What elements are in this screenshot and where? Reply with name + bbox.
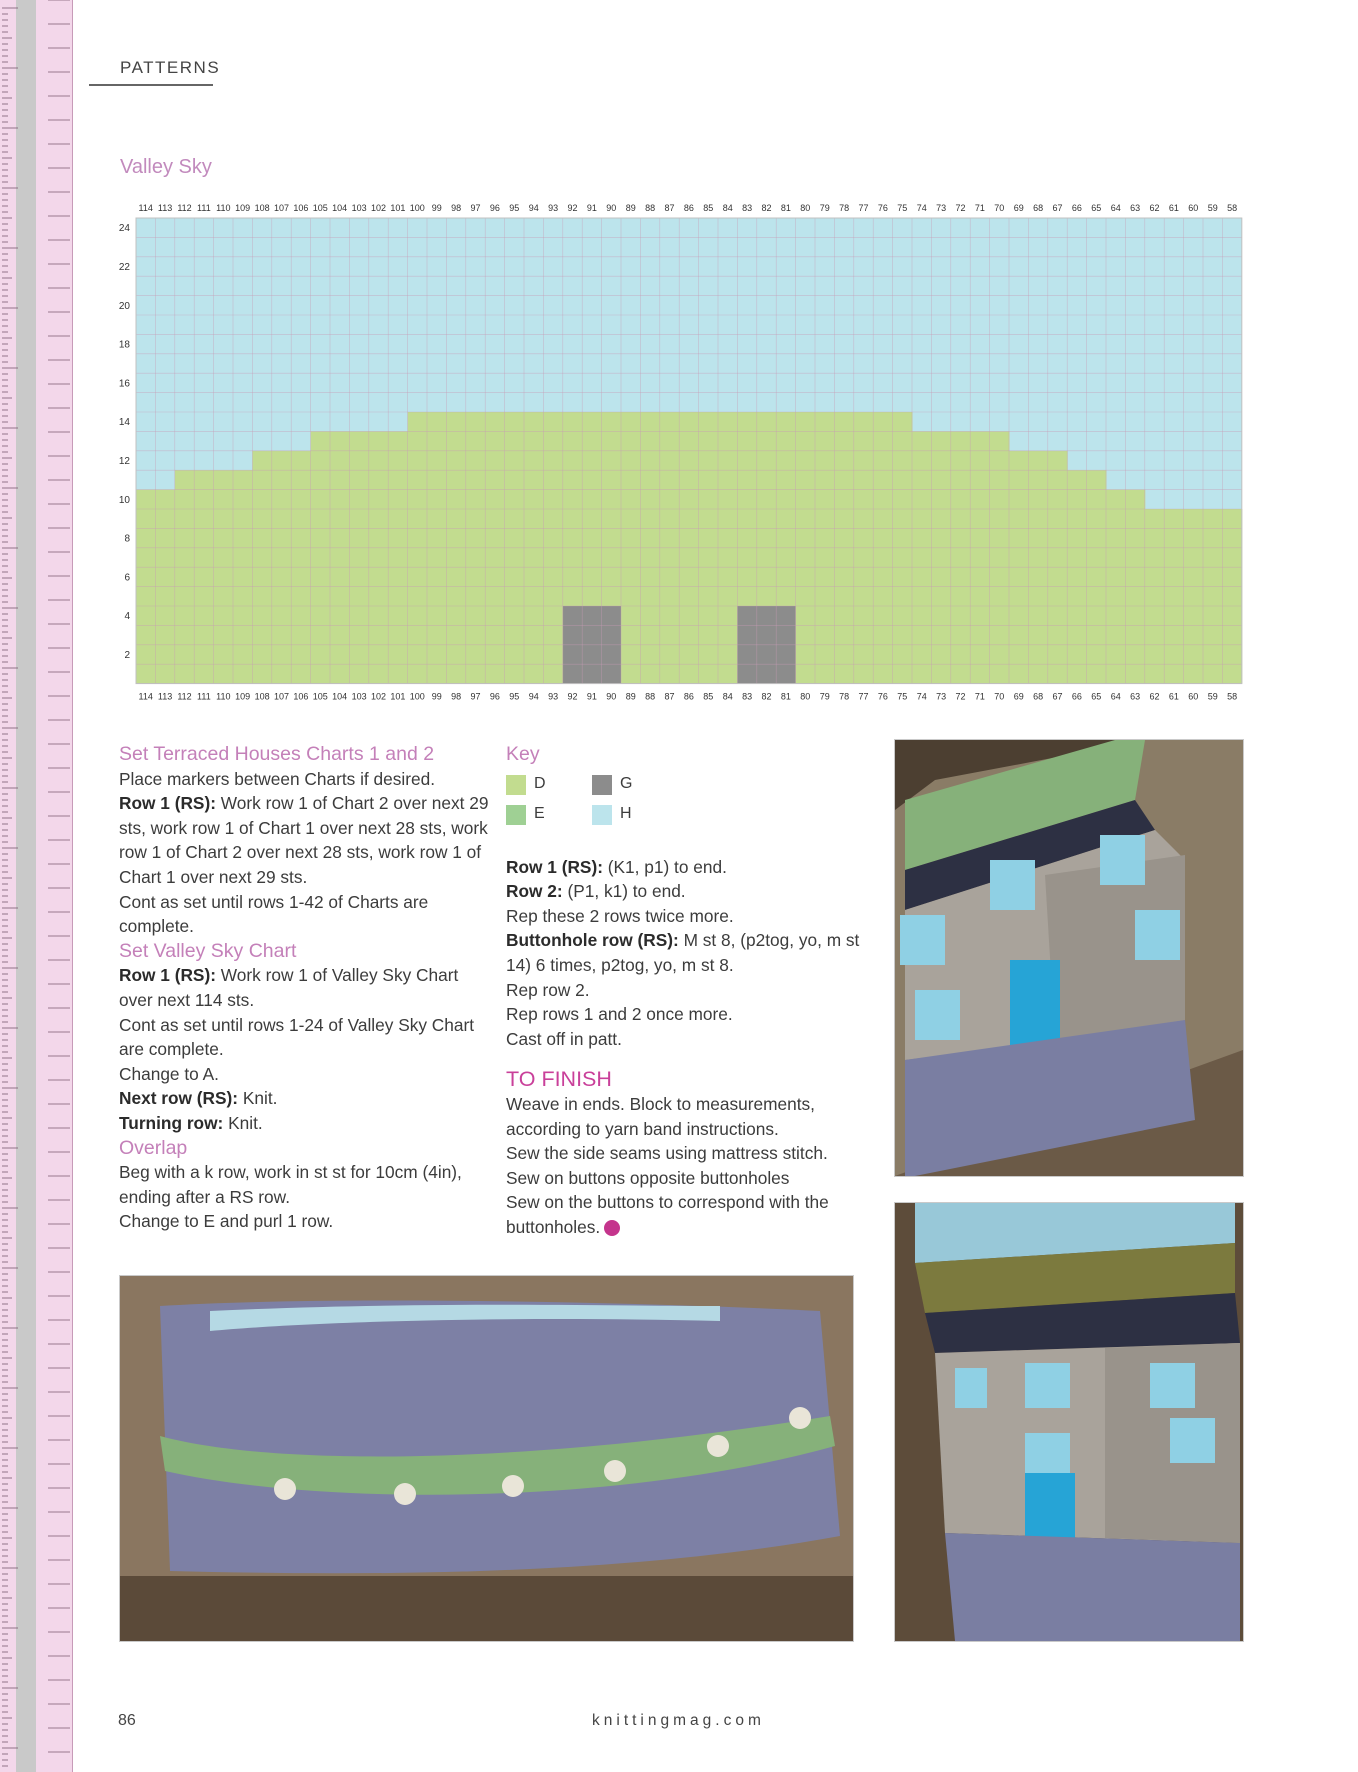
chart-column-label: 67 bbox=[1052, 203, 1063, 213]
valley-sky-chart bbox=[110, 196, 1250, 706]
chart-green-column bbox=[194, 470, 214, 683]
chart-row-label: 2 bbox=[124, 650, 130, 661]
chart-column-label: 84 bbox=[722, 691, 733, 702]
chart-column-label: 58 bbox=[1227, 203, 1238, 213]
chart-column-label: 90 bbox=[606, 203, 617, 213]
photo-cushion-angle bbox=[894, 1202, 1244, 1642]
chart-column-label: 96 bbox=[489, 203, 500, 213]
chart-column-label: 67 bbox=[1052, 691, 1063, 702]
chart-green-column bbox=[1203, 509, 1223, 684]
chart-column-label: 84 bbox=[722, 203, 733, 213]
chart-column-label: 72 bbox=[955, 691, 966, 702]
chart-column-label: 90 bbox=[606, 691, 617, 702]
para-rib-row1 bbox=[506, 855, 866, 880]
chart-column-label: 83 bbox=[742, 203, 753, 213]
chart-column-label: 92 bbox=[567, 691, 578, 702]
chart-column-label: 93 bbox=[548, 203, 559, 213]
key-label: G bbox=[620, 775, 633, 793]
chart-column-label: 108 bbox=[254, 203, 270, 213]
chart-green-column bbox=[330, 431, 350, 683]
chart-row-label: 6 bbox=[124, 572, 130, 584]
para-row1 bbox=[119, 791, 489, 889]
chart-row-label: 16 bbox=[118, 378, 130, 390]
chart-column-label: 87 bbox=[664, 203, 675, 213]
chart-column-label: 72 bbox=[955, 203, 966, 213]
chart-green-column bbox=[1087, 470, 1107, 683]
chart-column-label: 87 bbox=[664, 691, 675, 702]
instructions-column-2 bbox=[506, 742, 866, 1240]
instructions-column-1 bbox=[119, 742, 489, 1234]
para-overlap: Beg with a k row, work in st st for 10cm (4in), ending after a RS row. bbox=[119, 1162, 462, 1207]
ruler-band bbox=[16, 0, 36, 1772]
chart-column-label: 71 bbox=[974, 691, 985, 702]
chart-green-column bbox=[912, 431, 932, 683]
chart-column-label: 61 bbox=[1168, 203, 1179, 213]
chart-column-label: 104 bbox=[332, 691, 348, 702]
chart-green-column bbox=[369, 431, 389, 683]
chart-row-label: 18 bbox=[118, 339, 130, 351]
chart-row-label: 24 bbox=[118, 223, 130, 235]
chart-column-label: 105 bbox=[312, 203, 328, 213]
chart-column-label: 98 bbox=[451, 203, 462, 213]
chart-column-label: 71 bbox=[974, 203, 985, 213]
chart-column-label: 92 bbox=[567, 203, 578, 213]
chart-column-label: 89 bbox=[625, 691, 636, 702]
chart-column-label: 102 bbox=[370, 203, 387, 213]
chart-green-column bbox=[311, 431, 331, 683]
chart-column-label: 104 bbox=[332, 203, 348, 213]
key-item-e bbox=[506, 805, 592, 825]
heading-terraced-houses: Set Terraced Houses Charts 1 and 2 bbox=[119, 743, 435, 765]
section-label: PATTERNS bbox=[120, 58, 221, 77]
key-swatch bbox=[592, 775, 612, 795]
chart-green-column bbox=[1067, 470, 1087, 683]
chart-column-label: 63 bbox=[1130, 203, 1141, 213]
chart-green-column bbox=[990, 431, 1010, 683]
chart-column-label: 73 bbox=[936, 691, 947, 702]
key-item-g bbox=[592, 775, 672, 795]
chart-column-label: 81 bbox=[780, 203, 791, 213]
row-text: Work row 1 of Chart 2 over next 29 sts, work row 1 of Chart 1 over next 28 sts, work row 1 of Chart 2 over next 28 sts, work row 1 of Chart 1 over next 29 sts. bbox=[119, 793, 489, 887]
row-label: Next row (RS): bbox=[119, 1088, 239, 1109]
heading-valley-sky: Set Valley Sky Chart bbox=[119, 939, 297, 962]
chart-column-label: 113 bbox=[157, 691, 173, 702]
chart-column-label: 107 bbox=[273, 691, 290, 702]
chart-column-label: 107 bbox=[273, 203, 290, 213]
row-text: Knit. bbox=[223, 1112, 263, 1133]
chart-column-label: 93 bbox=[548, 691, 559, 702]
para-rib-row2 bbox=[506, 879, 866, 904]
chart-column-label: 68 bbox=[1033, 691, 1044, 702]
para-change-a: Change to A. bbox=[119, 1063, 219, 1084]
chart-column-label: 64 bbox=[1110, 691, 1121, 702]
chart-column-label: 106 bbox=[293, 203, 309, 213]
chart-column-label: 110 bbox=[216, 203, 231, 213]
chart-column-label: 114 bbox=[138, 203, 153, 213]
chart-column-label: 86 bbox=[683, 203, 694, 213]
chart-green-column bbox=[931, 431, 951, 683]
row-label: Row 1 (RS): bbox=[119, 965, 216, 986]
chart-column-label: 85 bbox=[703, 203, 714, 213]
chart-green-column bbox=[233, 470, 253, 683]
row-text: M st 8, (p2tog, yo, m st 14) 6 times, p2tog, yo, m st 8. bbox=[506, 930, 860, 975]
chart-column-label: 99 bbox=[431, 203, 442, 213]
chart-column-label: 113 bbox=[157, 203, 173, 213]
website-url: knittingmag.com bbox=[592, 1712, 765, 1729]
chart-column-label: 91 bbox=[586, 203, 597, 213]
chart-green-column bbox=[951, 431, 971, 683]
chart-green-column bbox=[388, 431, 408, 683]
para-cast-off: Cast off in patt. bbox=[506, 1028, 622, 1049]
chart-column-label: 78 bbox=[839, 203, 850, 213]
end-mark-icon bbox=[604, 1220, 620, 1236]
chart-column-label: 85 bbox=[703, 691, 714, 702]
chart-column-label: 86 bbox=[683, 691, 694, 702]
chart-green-column bbox=[970, 431, 990, 683]
chart-column-label: 62 bbox=[1149, 203, 1160, 213]
chart-column-label: 69 bbox=[1013, 203, 1024, 213]
chart-column-label: 100 bbox=[409, 691, 425, 702]
chart-column-label: 74 bbox=[916, 691, 927, 702]
chart-title: Valley Sky bbox=[120, 156, 212, 178]
section-underline bbox=[89, 84, 213, 86]
chart-column-label: 106 bbox=[293, 691, 309, 702]
row-label: Turning row: bbox=[119, 1112, 224, 1133]
para-weave: Weave in ends. Block to measurements, according to yarn band instructions. bbox=[506, 1093, 815, 1139]
chart-column-label: 66 bbox=[1071, 691, 1082, 702]
chart-column-label: 110 bbox=[216, 691, 231, 702]
chart-column-label: 96 bbox=[489, 691, 500, 702]
key-label: H bbox=[620, 805, 632, 823]
para-sew-seams: Sew the side seams using mattress stitch. bbox=[506, 1143, 828, 1164]
chart-column-label: 103 bbox=[351, 691, 367, 702]
chart-column-label: 94 bbox=[528, 691, 539, 702]
chart-column-label: 101 bbox=[390, 691, 406, 702]
para-rep-row2: Rep row 2. bbox=[506, 979, 590, 1000]
chart-column-label: 77 bbox=[858, 203, 869, 213]
chart-column-label: 111 bbox=[197, 691, 211, 702]
chart-column-label: 81 bbox=[780, 691, 791, 702]
chart-green-column bbox=[349, 431, 369, 683]
chart-column-label: 73 bbox=[936, 203, 947, 213]
chart-column-label: 58 bbox=[1227, 691, 1238, 702]
chart-green-column bbox=[214, 470, 234, 683]
chart-row-label: 14 bbox=[118, 417, 130, 429]
chart-column-label: 70 bbox=[994, 691, 1005, 702]
row-label: Row 1 (RS): bbox=[506, 856, 603, 877]
chart-column-label: 82 bbox=[761, 203, 772, 213]
chart-column-label: 98 bbox=[451, 691, 462, 702]
key-item-h bbox=[592, 805, 672, 825]
row-text: Sew on the buttons to correspond with the buttonholes. bbox=[506, 1192, 829, 1237]
chart-column-label: 62 bbox=[1149, 691, 1160, 702]
chart-column-label: 60 bbox=[1188, 203, 1199, 213]
key-swatch bbox=[506, 805, 526, 825]
para-sew-buttons: Sew on buttons opposite buttonholes bbox=[506, 1167, 790, 1188]
chart-column-label: 65 bbox=[1091, 691, 1102, 702]
chart-column-label: 111 bbox=[197, 203, 211, 213]
chart-column-label: 80 bbox=[800, 203, 811, 213]
row-text: Work row 1 of Valley Sky Chart over next 114 sts. bbox=[119, 965, 459, 1010]
key-title: Key bbox=[506, 743, 540, 765]
row-label: Buttonhole row (RS): bbox=[506, 930, 679, 951]
chart-column-label: 77 bbox=[858, 691, 869, 702]
chart-column-label: 102 bbox=[370, 691, 387, 702]
chart-column-label: 75 bbox=[897, 203, 908, 213]
chart-column-label: 83 bbox=[742, 691, 753, 702]
photo-cushion-back bbox=[119, 1275, 854, 1642]
para-turning-row bbox=[119, 1111, 489, 1136]
key-label: D bbox=[534, 775, 546, 793]
chart-column-label: 105 bbox=[312, 691, 328, 702]
chart-column-label: 76 bbox=[877, 203, 888, 213]
chart-column-label: 94 bbox=[528, 203, 539, 213]
chart-column-label: 91 bbox=[586, 691, 597, 702]
para-cont-valley: Cont as set until rows 1-24 of Valley Sky Chart are complete. bbox=[119, 1014, 475, 1060]
chart-column-label: 95 bbox=[509, 203, 520, 213]
row-label: Row 1 (RS): bbox=[119, 793, 216, 814]
chart-column-label: 61 bbox=[1168, 691, 1179, 702]
chart-column-label: 68 bbox=[1033, 203, 1044, 213]
row-text: (K1, p1) to end. bbox=[602, 856, 727, 877]
ruler-ticks bbox=[0, 0, 72, 1772]
chart-column-label: 101 bbox=[390, 203, 406, 213]
para-correspond bbox=[506, 1190, 866, 1239]
para-rep-twice: Rep these 2 rows twice more. bbox=[506, 905, 734, 926]
heading-to-finish: TO FINISH bbox=[506, 1067, 612, 1092]
row-text: Knit. bbox=[238, 1088, 278, 1109]
chart-green-column bbox=[1164, 509, 1184, 684]
chart-column-label: 59 bbox=[1207, 203, 1218, 213]
para-buttonhole bbox=[506, 928, 866, 977]
chart-column-label: 109 bbox=[235, 203, 251, 213]
chart-column-label: 103 bbox=[351, 203, 367, 213]
chart-column-label: 109 bbox=[235, 691, 251, 702]
page-number: 86 bbox=[118, 1712, 136, 1729]
key-label: E bbox=[534, 805, 545, 823]
chart-green-column bbox=[1184, 509, 1204, 684]
chart-column-label: 79 bbox=[819, 203, 830, 213]
chart-row-label: 4 bbox=[124, 611, 130, 623]
photo-cushion-front bbox=[894, 739, 1244, 1177]
chart-row-label: 10 bbox=[118, 494, 130, 506]
chart-column-label: 60 bbox=[1188, 691, 1199, 702]
chart-column-label: 69 bbox=[1013, 691, 1024, 702]
chart-row-label: 8 bbox=[124, 533, 130, 545]
chart-column-label: 108 bbox=[254, 691, 270, 702]
chart-green-column bbox=[1145, 509, 1165, 684]
row-label: Row 2: bbox=[506, 881, 563, 902]
chart-column-label: 64 bbox=[1110, 203, 1121, 213]
chart-green-column bbox=[175, 470, 195, 683]
chart-column-label: 65 bbox=[1091, 203, 1102, 213]
chart-column-label: 89 bbox=[625, 203, 636, 213]
chart-column-label: 75 bbox=[897, 691, 908, 702]
chart-column-label: 79 bbox=[819, 691, 830, 702]
key-swatch bbox=[506, 775, 526, 795]
para-change-e: Change to E and purl 1 row. bbox=[119, 1211, 334, 1232]
para-cont: Cont as set until rows 1-42 of Charts are complete. bbox=[119, 891, 429, 937]
chart-column-label: 112 bbox=[177, 203, 192, 213]
chart-row-label: 22 bbox=[118, 262, 130, 273]
chart-column-label: 114 bbox=[138, 691, 153, 702]
chart-column-label: 80 bbox=[800, 691, 811, 702]
chart-column-label: 95 bbox=[509, 691, 520, 702]
chart-row-label: 20 bbox=[118, 300, 130, 312]
chart-column-label: 78 bbox=[839, 691, 850, 702]
chart-column-label: 100 bbox=[409, 203, 425, 213]
chart-column-label: 66 bbox=[1071, 203, 1082, 213]
chart-column-label: 112 bbox=[177, 691, 192, 702]
measuring-ruler bbox=[0, 0, 73, 1772]
chart-column-label: 63 bbox=[1130, 691, 1141, 702]
chart-column-label: 97 bbox=[470, 691, 481, 702]
chart-column-label: 82 bbox=[761, 691, 772, 702]
chart-column-label: 88 bbox=[645, 203, 656, 213]
chart-column-label: 88 bbox=[645, 691, 656, 702]
chart-column-label: 74 bbox=[916, 203, 927, 213]
chart-green-column bbox=[1222, 509, 1242, 684]
chart-column-label: 99 bbox=[431, 691, 442, 702]
chart-column-label: 97 bbox=[470, 203, 481, 213]
chart-row-label: 12 bbox=[118, 456, 130, 467]
para-markers: Place markers between Charts if desired. bbox=[119, 768, 435, 789]
para-next-row bbox=[119, 1086, 489, 1111]
chart-column-label: 59 bbox=[1207, 691, 1218, 702]
chart-column-label: 70 bbox=[994, 203, 1005, 213]
row-text: (P1, k1) to end. bbox=[562, 881, 686, 902]
para-valley-row1 bbox=[119, 963, 489, 1012]
heading-overlap: Overlap bbox=[119, 1136, 188, 1159]
key-swatch bbox=[592, 805, 612, 825]
para-rep-rows: Rep rows 1 and 2 once more. bbox=[506, 1004, 733, 1025]
colour-key bbox=[506, 775, 866, 825]
key-item-d bbox=[506, 775, 592, 795]
chart-column-label: 76 bbox=[877, 691, 888, 702]
